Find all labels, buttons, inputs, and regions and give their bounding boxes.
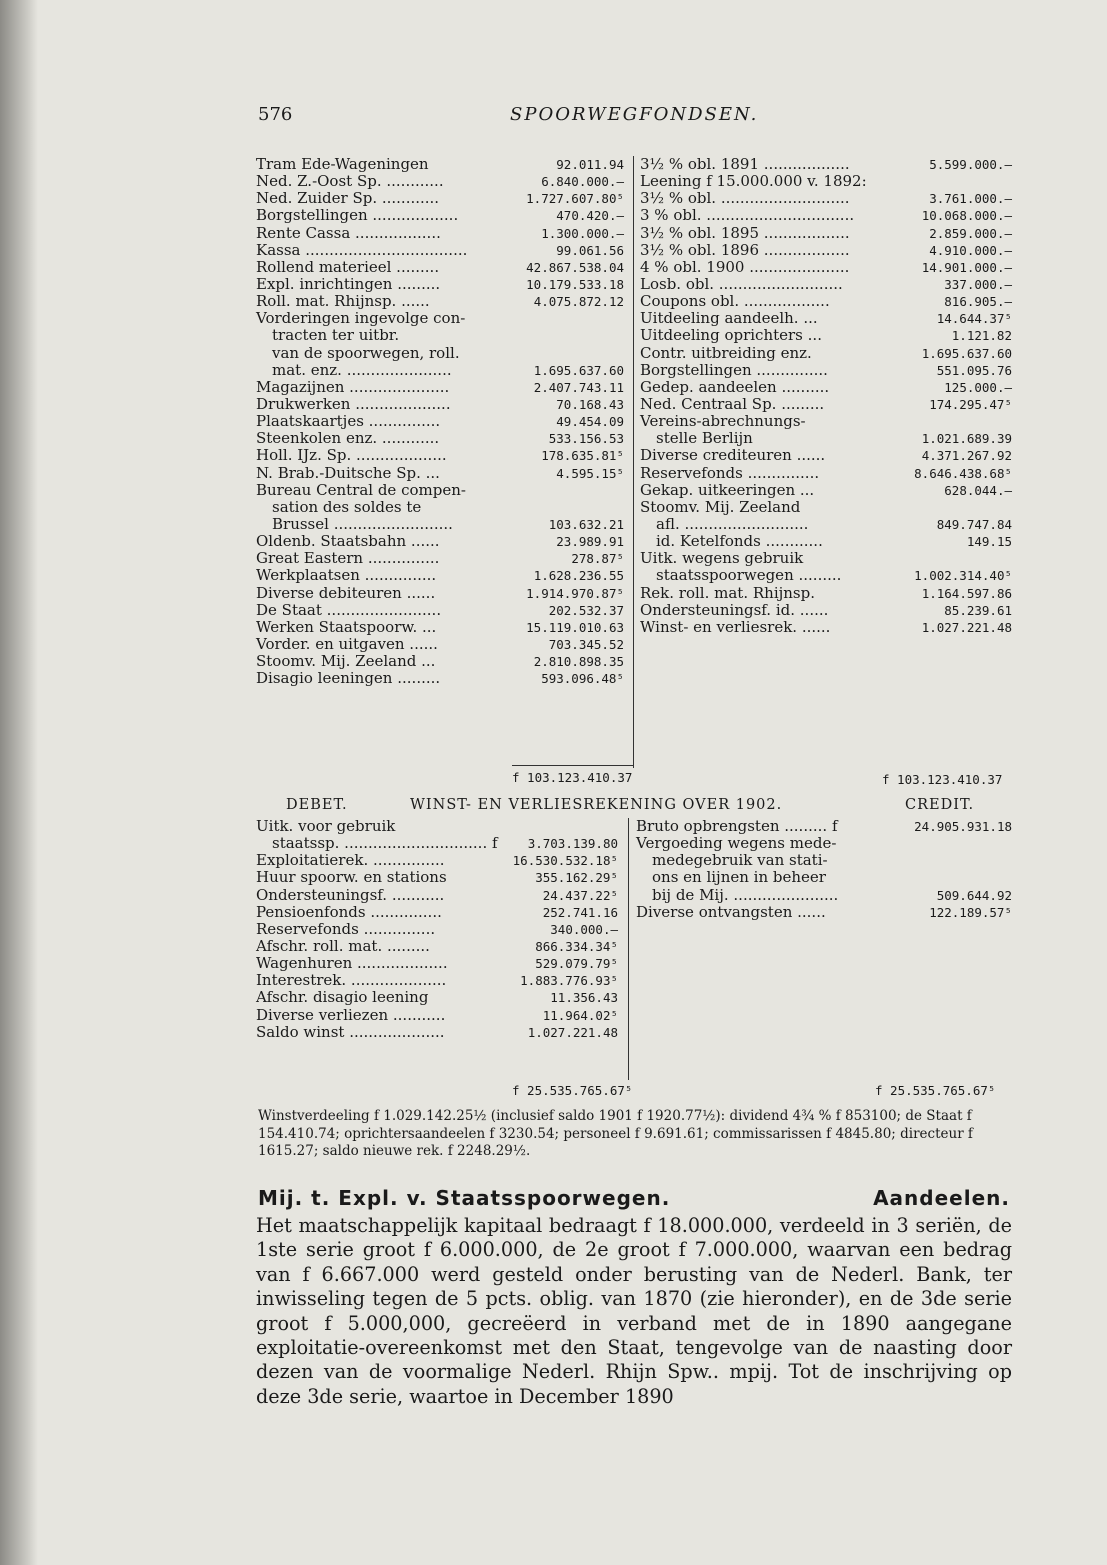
liability-row — [640, 293, 1012, 310]
asset-row — [256, 430, 624, 447]
asset-amount: 1.695.637.60 — [533, 362, 624, 378]
asset-amount: 92.011.94 — [556, 157, 624, 172]
liability-amount: 125.000.— — [944, 379, 1012, 395]
liability-row — [640, 585, 1012, 602]
balance-assets-column — [256, 156, 624, 687]
liability-label: Uitdeeling aandeelh. ... — [640, 309, 818, 328]
asset-label: Bureau Central de compen- — [256, 480, 466, 499]
credit-label: Bruto opbrengsten ......... f — [636, 817, 838, 835]
liability-amount: 1.021.689.39 — [921, 431, 1012, 447]
liability-row — [640, 499, 1012, 516]
wv-total-right: f 25.535.765.67⁵ — [875, 1083, 996, 1098]
debet-amount: 1.883.776.93⁵ — [520, 973, 618, 989]
asset-row — [256, 413, 624, 430]
debet-label: Wagenhuren ................... — [256, 954, 448, 973]
debet-row — [256, 904, 618, 921]
asset-amount: 278.87⁵ — [571, 551, 624, 567]
liability-label: Losb. obl. .......................... — [640, 274, 843, 293]
asset-row — [256, 447, 624, 464]
liability-row — [640, 225, 1012, 242]
asset-amount: 2.810.898.35 — [533, 654, 624, 670]
asset-amount: 103.632.21 — [548, 516, 624, 532]
credit-label: Vergoeding wegens mede- — [636, 834, 837, 853]
book-spine-shadow — [0, 0, 38, 1565]
debet-amount: 355.162.29⁵ — [535, 870, 618, 886]
debet-label: Ondersteuningsf. ........... — [256, 885, 445, 904]
asset-amount: 2.407.743.11 — [533, 379, 624, 395]
liability-label: Gekap. uitkeeringen ... — [640, 480, 815, 499]
page-number: 576 — [258, 104, 293, 125]
debet-label: Afschr. roll. mat. ......... — [256, 936, 430, 955]
liability-row — [640, 465, 1012, 482]
debet-row — [256, 989, 618, 1006]
section-heading — [258, 1186, 1010, 1210]
asset-row — [256, 345, 624, 362]
debet-row — [256, 852, 618, 869]
liability-label: Diverse crediteuren ...... — [640, 446, 826, 465]
asset-label: Holl. IJz. Sp. ................... — [256, 446, 447, 465]
asset-label: Roll. mat. Rhijnsp. ...... — [256, 292, 430, 311]
credit-amount: 24.905.931.18 — [914, 819, 1012, 834]
liability-label: Ned. Centraal Sp. ......... — [640, 394, 825, 413]
asset-row — [256, 653, 624, 670]
liability-label: 3½ % obl. ........................... — [640, 189, 850, 208]
asset-label: Werkplaatsen ............... — [256, 566, 437, 585]
wv-debet-column — [256, 818, 618, 1041]
liability-amount: 14.901.000.— — [921, 259, 1012, 275]
liability-label: staatsspoorwegen ......... — [656, 566, 842, 585]
liability-row — [640, 482, 1012, 499]
debet-row — [256, 972, 618, 989]
credit-label: Diverse ontvangsten ...... — [636, 902, 826, 921]
debet-label: DEBET. — [286, 797, 348, 813]
asset-amount: 470.420.— — [556, 208, 624, 224]
liability-row — [640, 379, 1012, 396]
debet-row — [256, 869, 618, 886]
asset-amount: 4.595.15⁵ — [556, 465, 624, 481]
asset-amount: 1.300.000.— — [541, 225, 624, 241]
asset-label: Magazijnen ..................... — [256, 377, 450, 396]
asset-label: Steenkolen enz. ............ — [256, 429, 440, 448]
liability-amount: 8.646.438.68⁵ — [914, 465, 1012, 481]
asset-label: N. Brab.-Duitsche Sp. ... — [256, 463, 440, 482]
liability-label: id. Ketelfonds ............ — [656, 532, 823, 551]
debet-row — [256, 887, 618, 904]
asset-label: Werken Staatspoorw. ... — [256, 617, 437, 636]
asset-amount: 49.454.09 — [556, 414, 624, 430]
asset-amount: 1.914.970.87⁵ — [526, 585, 624, 601]
liability-row — [640, 156, 1012, 173]
asset-row — [256, 670, 624, 687]
balance-total-rule-left — [512, 765, 634, 766]
asset-row — [256, 533, 624, 550]
asset-row — [256, 190, 624, 207]
liability-amount: 2.859.000.— — [929, 225, 1012, 241]
running-title: SPOORWEGFONDSEN. — [510, 104, 759, 125]
liability-label: Coupons obl. .................. — [640, 292, 830, 311]
debet-amount: 3.703.139.80 — [527, 836, 618, 852]
liability-amount: 551.095.76 — [936, 362, 1012, 378]
asset-label: Drukwerken .................... — [256, 394, 451, 413]
asset-row — [256, 465, 624, 482]
liability-label: Borgstellingen ............... — [640, 360, 828, 379]
asset-label: Vorderingen ingevolge con- — [256, 309, 466, 328]
asset-label: Expl. inrichtingen ......... — [256, 274, 441, 293]
balance-column-divider — [633, 156, 634, 768]
section-title-right: Aandeelen. — [873, 1186, 1010, 1210]
debet-amount: 24.437.22⁵ — [542, 887, 618, 903]
liability-amount: 5.599.000.— — [929, 157, 1012, 172]
asset-amount: 1.628.236.55 — [533, 568, 624, 584]
credit-label: ons en lijnen in beheer — [652, 868, 826, 887]
debet-row — [256, 835, 618, 852]
debet-label: Interestrek. .................... — [256, 971, 447, 990]
profit-distribution: Winstverdeeling f 1.029.142.25½ (inclusief saldo 1901 f 1920.77½): dividend 4¾ % f 853100; de Staat f 154.410.74; oprichtersaandeelen f 3230.54; personeel f 9.691.61; commissarissen f 4845.80; directeur f 1615.27; saldo nieuwe rek. f 2248.29½. — [258, 1108, 973, 1159]
asset-row — [256, 156, 624, 173]
liability-row — [640, 619, 1012, 636]
liability-label: Vereins-abrechnungs- — [640, 412, 806, 431]
liability-amount: 1.121.82 — [951, 328, 1012, 344]
liability-amount: 1.002.314.40⁵ — [914, 568, 1012, 584]
debet-amount: 252.741.16 — [542, 904, 618, 920]
liability-label: Gedep. aandeelen .......... — [640, 377, 830, 396]
liability-row — [640, 259, 1012, 276]
asset-label: Rollend materieel ......... — [256, 257, 440, 276]
liability-amount: 337.000.— — [944, 276, 1012, 292]
liability-amount: 3.761.000.— — [929, 191, 1012, 207]
asset-amount: 533.156.53 — [548, 431, 624, 447]
asset-label: Disagio leeningen ......... — [256, 669, 441, 688]
credit-row — [636, 887, 1012, 904]
credit-row — [636, 835, 1012, 852]
wv-column-divider — [628, 818, 629, 1080]
liability-row — [640, 327, 1012, 344]
liability-label: Uitdeeling oprichters ... — [640, 326, 822, 345]
asset-label: Rente Cassa .................. — [256, 223, 441, 242]
asset-row — [256, 293, 624, 310]
asset-row — [256, 276, 624, 293]
credit-row — [636, 852, 1012, 869]
liability-row — [640, 276, 1012, 293]
asset-amount: 23.989.91 — [556, 534, 624, 550]
asset-amount: 15.119.010.63 — [526, 619, 624, 635]
asset-row — [256, 396, 624, 413]
debet-label: Afschr. disagio leening — [256, 988, 429, 1007]
asset-label: Stoomv. Mij. Zeeland ... — [256, 652, 436, 671]
asset-row — [256, 362, 624, 379]
debet-amount: 16.530.532.18⁵ — [512, 853, 618, 869]
liability-label: Stoomv. Mij. Zeeland — [640, 497, 801, 516]
balance-total-left: f 103.123.410.37 — [512, 770, 633, 785]
liability-label: 3½ % obl. 1895 .................. — [640, 223, 850, 242]
asset-row — [256, 173, 624, 190]
asset-row — [256, 602, 624, 619]
liability-amount: 1.695.637.60 — [921, 345, 1012, 361]
asset-label: mat. enz. ...................... — [272, 360, 452, 379]
liability-row — [640, 447, 1012, 464]
liability-amount: 149.15 — [966, 534, 1012, 550]
liability-label: 3½ % obl. 1891 .................. — [640, 155, 850, 173]
liability-label: 4 % obl. 1900 ..................... — [640, 257, 850, 276]
debet-amount: 1.027.221.48 — [527, 1024, 618, 1040]
liability-amount: 628.044.— — [944, 482, 1012, 498]
balance-liabilities-column — [640, 156, 1012, 636]
liability-label: Leening f 15.000.000 v. 1892: — [640, 172, 867, 191]
section-body: Het maatschappelijk kapitaal bedraagt f 18.000.000, verdeeld in 3 seriën, de 1ste serie groot f 6.000.000, de 2e groot f 7.000.000, waarvan een bedrag van f 6.667.000 werd gesteld onder berusting van de Nederl. Bank, ter inwisseling tegen de 5 pcts. oblig. van 1870 (zie hieronder), en de 3de serie groot f 5.000,000, gecreëerd in verband met de in 1890 aangegane exploitatie-overeenkomst met den Staat, tengevolge van de naasting door dezen van de voormalige Nederl. Rhijn Spw.. mpij. Tot de inschrijving op deze 3de serie, waartoe in December 1890 — [256, 1214, 1012, 1408]
wv-title: WINST- EN VERLIESREKENING OVER 1902. — [410, 797, 783, 813]
asset-amount: 70.168.43 — [556, 396, 624, 412]
asset-row — [256, 550, 624, 567]
asset-label: Diverse debiteuren ...... — [256, 583, 436, 602]
asset-row — [256, 516, 624, 533]
asset-amount: 1.727.607.80⁵ — [526, 191, 624, 207]
credit-row — [636, 818, 1012, 835]
credit-label: medegebruik van stati- — [652, 851, 828, 870]
liability-amount: 4.910.000.— — [929, 242, 1012, 258]
asset-row — [256, 327, 624, 344]
asset-row — [256, 636, 624, 653]
credit-label: bij de Mij. ...................... — [652, 885, 839, 904]
debet-label: Uitk. voor gebruik — [256, 817, 396, 835]
liability-row — [640, 242, 1012, 259]
debet-row — [256, 955, 618, 972]
credit-amount: 122.189.57⁵ — [929, 904, 1012, 920]
liability-amount: 1.027.221.48 — [921, 619, 1012, 635]
debet-label: Reservefonds ............... — [256, 919, 436, 938]
asset-amount: 6.840.000.— — [541, 174, 624, 190]
asset-amount: 4.075.872.12 — [533, 294, 624, 310]
debet-row — [256, 818, 618, 835]
liability-label: 3½ % obl. 1896 .................. — [640, 240, 850, 259]
liability-row — [640, 362, 1012, 379]
asset-label: sation des soldes te — [272, 497, 422, 516]
asset-row — [256, 242, 624, 259]
debet-amount: 11.356.43 — [550, 990, 618, 1006]
asset-row — [256, 310, 624, 327]
asset-label: Tram Ede-Wageningen — [256, 155, 429, 173]
asset-amount: 99.061.56 — [556, 242, 624, 258]
asset-row — [256, 379, 624, 396]
liability-label: Ondersteuningsf. id. ...... — [640, 600, 829, 619]
liability-row — [640, 567, 1012, 584]
liability-row — [640, 396, 1012, 413]
debet-amount: 529.079.79⁵ — [535, 956, 618, 972]
credit-row — [636, 904, 1012, 921]
liability-amount: 10.068.000.— — [921, 208, 1012, 224]
credit-label: CREDIT. — [905, 797, 975, 813]
asset-row — [256, 207, 624, 224]
asset-amount: 178.635.81⁵ — [541, 448, 624, 464]
debet-amount: 866.334.34⁵ — [535, 938, 618, 954]
debet-row — [256, 1007, 618, 1024]
asset-row — [256, 259, 624, 276]
liability-row — [640, 602, 1012, 619]
liability-label: Uitk. wegens gebruik — [640, 549, 804, 568]
asset-label: Ned. Zuider Sp. ............ — [256, 189, 440, 208]
asset-label: De Staat ........................ — [256, 600, 442, 619]
debet-label: Huur spoorw. en stations — [256, 868, 447, 887]
asset-label: van de spoorwegen, roll. — [272, 343, 460, 362]
asset-amount: 10.179.533.18 — [526, 276, 624, 292]
debet-label: Saldo winst .................... — [256, 1022, 445, 1041]
debet-row — [256, 938, 618, 955]
credit-row — [636, 869, 1012, 886]
debet-amount: 340.000.— — [550, 921, 618, 937]
liability-amount: 816.905.— — [944, 294, 1012, 310]
asset-label: Ned. Z.-Oost Sp. ............ — [256, 172, 444, 191]
liability-row — [640, 516, 1012, 533]
liability-label: Contr. uitbreiding enz. — [640, 343, 812, 362]
liability-row — [640, 413, 1012, 430]
asset-row — [256, 585, 624, 602]
liability-row — [640, 310, 1012, 327]
debet-row — [256, 921, 618, 938]
liability-row — [640, 173, 1012, 190]
liability-label: Reservefonds ............... — [640, 463, 820, 482]
asset-label: Plaatskaartjes ............... — [256, 412, 441, 431]
liability-label: 3 % obl. ............................... — [640, 206, 855, 225]
debet-amount: 11.964.02⁵ — [542, 1007, 618, 1023]
liability-label: Winst- en verliesrek. ...... — [640, 617, 831, 636]
liability-amount: 174.295.47⁵ — [929, 396, 1012, 412]
balance-total-right: f 103.123.410.37 — [882, 772, 1003, 787]
asset-label: Vorder. en uitgaven ...... — [256, 634, 438, 653]
liability-amount: 849.747.84 — [936, 516, 1012, 532]
asset-label: Great Eastern ............... — [256, 549, 440, 568]
asset-row — [256, 482, 624, 499]
liability-label: afl. .......................... — [656, 514, 809, 533]
asset-row — [256, 499, 624, 516]
asset-row — [256, 225, 624, 242]
liability-amount: 1.164.597.86 — [921, 585, 1012, 601]
liability-row — [640, 430, 1012, 447]
credit-amount: 509.644.92 — [936, 887, 1012, 903]
debet-label: Pensioenfonds ............... — [256, 902, 442, 921]
liability-row — [640, 207, 1012, 224]
liability-row — [640, 533, 1012, 550]
asset-label: tracten ter uitbr. — [272, 326, 400, 345]
liability-amount: 4.371.267.92 — [921, 448, 1012, 464]
liability-row — [640, 550, 1012, 567]
asset-label: Kassa .................................. — [256, 240, 468, 259]
asset-amount: 593.096.48⁵ — [541, 671, 624, 687]
liability-row — [640, 190, 1012, 207]
asset-label: Oldenb. Staatsbahn ...... — [256, 532, 440, 551]
debet-label: Exploitatierek. ............... — [256, 851, 445, 870]
asset-row — [256, 619, 624, 636]
asset-amount: 42.867.538.04 — [526, 259, 624, 275]
liability-amount: 85.239.61 — [944, 602, 1012, 618]
asset-amount: 703.345.52 — [548, 636, 624, 652]
liability-amount: 14.644.37⁵ — [936, 311, 1012, 327]
wv-credit-column — [636, 818, 1012, 921]
asset-label: Borgstellingen .................. — [256, 206, 459, 225]
liability-row — [640, 345, 1012, 362]
asset-label: Brussel ......................... — [272, 514, 453, 533]
wv-total-left: f 25.535.765.67⁵ — [512, 1083, 633, 1098]
section-title: Mij. t. Expl. v. Staatsspoorwegen. — [258, 1186, 671, 1210]
liability-label: stelle Berlijn — [656, 429, 753, 448]
liability-label: Rek. roll. mat. Rhijnsp. — [640, 583, 815, 602]
debet-label: Diverse verliezen ........... — [256, 1005, 446, 1024]
debet-row — [256, 1024, 618, 1041]
asset-amount: 202.532.37 — [548, 602, 624, 618]
asset-row — [256, 567, 624, 584]
debet-label: staatssp. .............................. f — [272, 834, 498, 853]
